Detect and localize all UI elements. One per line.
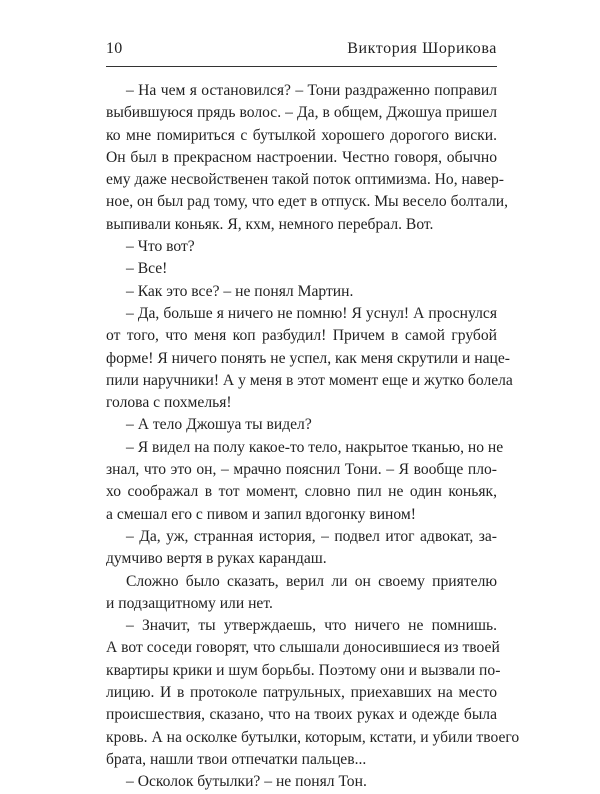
text-line: – Что вот? [126, 238, 195, 256]
text-line: – Да, уж, странная история, – подвел итог адвокат, за- [126, 527, 497, 545]
text-line: форме! Я ничего понять не успел, как меня скрутили и наце- [106, 349, 510, 367]
page-number: 10 [106, 40, 123, 57]
text-line: выбившуюся прядь волос. – Да, в общем, Джошуа пришел [106, 104, 497, 122]
body-text [106, 80, 520, 794]
running-header [106, 36, 497, 67]
text-line: голова с похмелья! [106, 394, 232, 412]
text-line: пили наручники! А у меня в этот момент еще и жутко болела [106, 371, 513, 389]
text-line: квартиры крики и шум борьбы. Поэтому они и вызвали по- [106, 661, 501, 679]
text-line: выпивали коньяк. Я, кхм, немного перебрал. Вот. [106, 215, 434, 233]
text-line: ему даже несвойственен такой поток оптимизма. Но, навер- [106, 171, 504, 189]
text-line: и подзащитному или нет. [106, 594, 273, 612]
text-line: ное, он был рад тому, что едет в отпуск. Мы весело болтали, [106, 193, 509, 211]
text-line: ко мне помириться с бутылкой хорошего дорогого виски. [106, 126, 497, 144]
text-line: – Я видел на полу какое-то тело, накрытое тканью, но не [126, 438, 504, 456]
book-author: Виктория Шорикова [347, 40, 497, 57]
text-line: – Значит, ты утверждаешь, что ничего не помнишь. [126, 617, 497, 635]
text-line: Сложно было сказать, верил ли он своему приятелю [126, 572, 497, 590]
text-line: – Все! [126, 260, 168, 278]
text-line: хо соображал в тот момент, словно пил не один коньяк, [106, 483, 497, 501]
text-line: знал, что это он, – мрачно пояснил Тони. – Я вообще пло- [106, 461, 497, 479]
text-line: – Осколок бутылки? – не понял Тон. [126, 773, 367, 791]
text-line: – Да, больше я ничего не помню! Я уснул! А проснулся [126, 304, 497, 322]
text-line: думчиво вертя в руках карандаш. [106, 550, 327, 568]
text-line: Он был в прекрасном настроении. Честно говоря, обычно [106, 148, 497, 166]
text-line: происшествия, сказано, что на твоих руках и одежде была [106, 706, 497, 724]
text-line: а смешал его с пивом и запил вдогонку вином! [106, 505, 416, 523]
text-line: – Как это все? – не понял Мартин. [126, 282, 354, 300]
text-line: – А тело Джошуа ты видел? [126, 416, 312, 434]
text-line: от того, что меня коп разбудил! Причем в самой грубой [106, 327, 497, 345]
text-line: – На чем я остановился? – Тони раздраженно поправил [126, 82, 497, 99]
text-line: лицию. И в протоколе патрульных, приехавших на место [106, 684, 497, 702]
text-line: брата, нашли твои отпечатки пальцев... [106, 750, 367, 768]
text-line: кровь. А на осколке бутылки, которым, кстати, и убили твоего [106, 728, 520, 746]
text-line: А вот соседи говорят, что слышали доносившиеся из твоей [106, 639, 500, 657]
